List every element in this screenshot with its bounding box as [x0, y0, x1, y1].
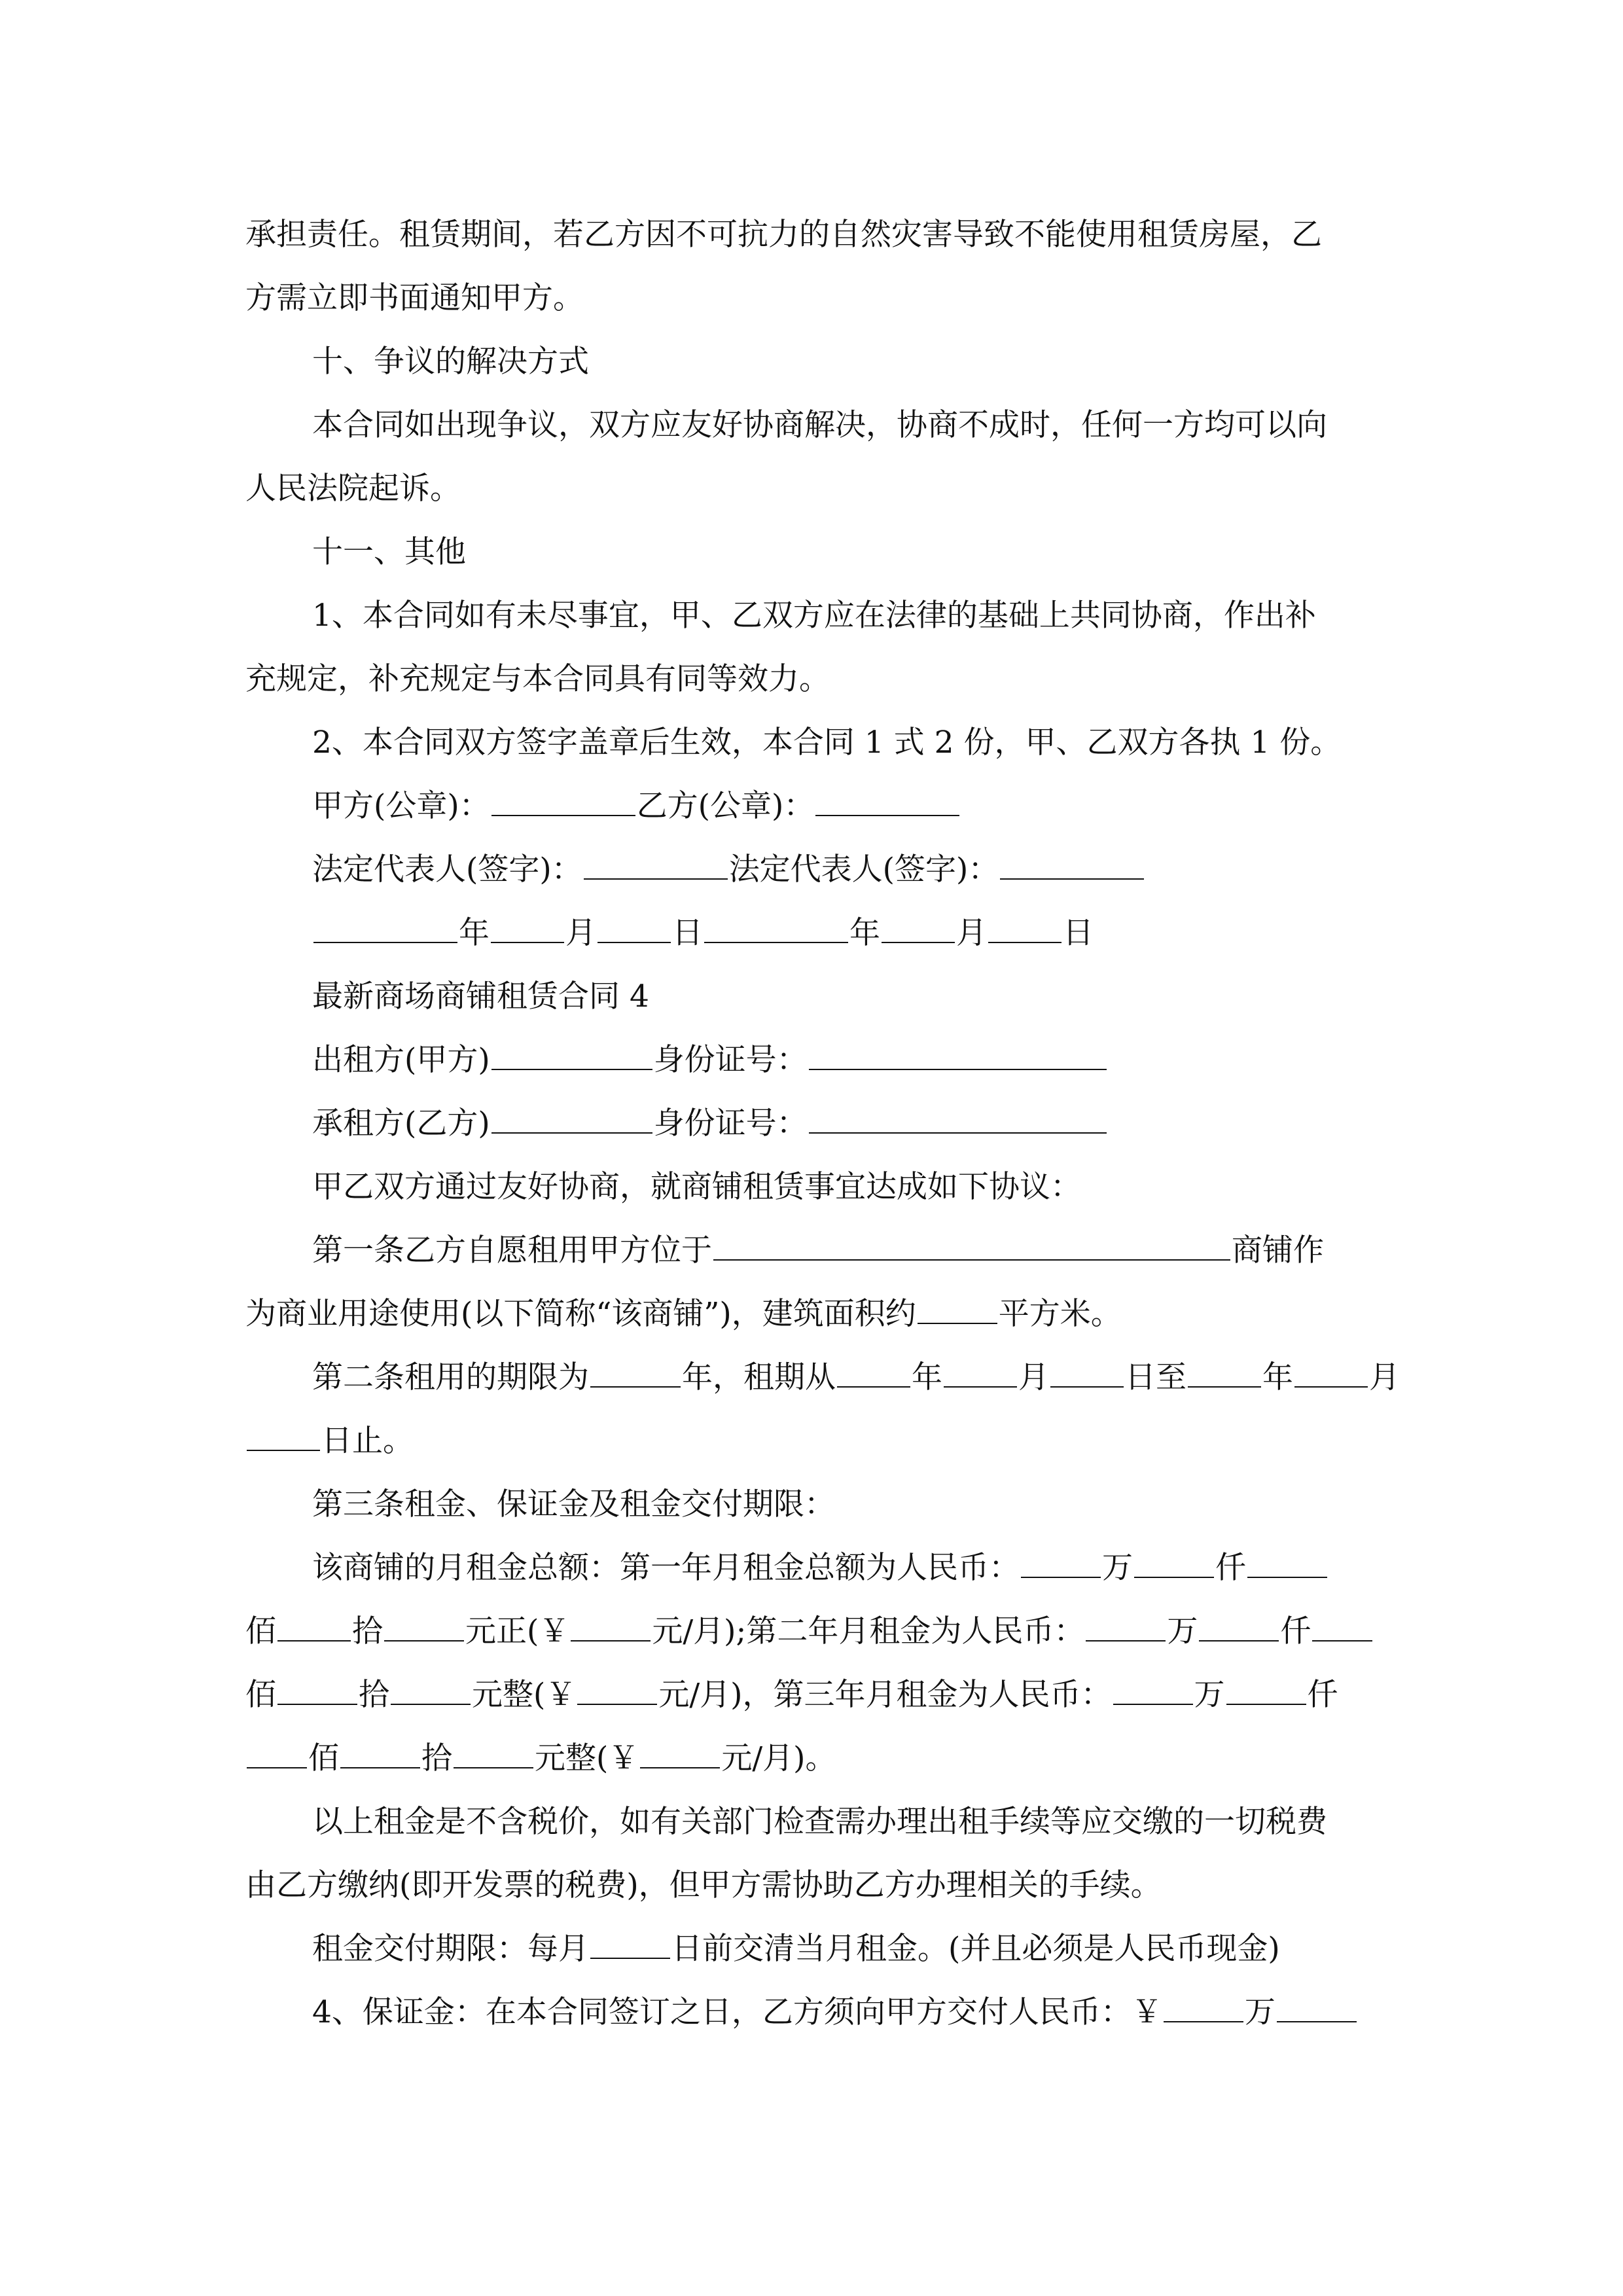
- day-b-label: 日: [1063, 915, 1094, 951]
- y1-shi-label: 拾: [352, 1613, 383, 1649]
- y2-qian-blank: [1199, 1611, 1279, 1641]
- y3-intro: 元/月)，第三年月租金为人民币：: [658, 1677, 1112, 1713]
- rent-line-1: [245, 1536, 1378, 1600]
- representative-line: [245, 838, 1378, 901]
- y3-qian-label: 仟: [1307, 1677, 1338, 1713]
- party-b-seal-blank: [815, 785, 959, 816]
- payment-deadline-rest: 日前交清当月租金。(并且必须是人民币现金): [671, 1931, 1280, 1967]
- deposit-wan-label: 万: [1244, 1994, 1275, 2030]
- section-heading-other: 十一、其他: [312, 534, 466, 570]
- y1-wan-label: 万: [1102, 1550, 1133, 1586]
- rep-b-blank: [1000, 849, 1144, 880]
- y3-monthly-label: 元/月)。: [721, 1740, 836, 1776]
- deposit-line: [245, 1981, 1378, 2044]
- article1-part-a: 第一条乙方自愿租用甲方位于: [312, 1232, 712, 1268]
- tax-line-2: 由乙方缴纳(即开发票的税费)，但甲方需协助乙方办理相关的手续。: [245, 1867, 1162, 1903]
- article2-part-a: 第二条租用的期限为: [312, 1359, 589, 1395]
- article2-part-d: 月: [1018, 1359, 1049, 1395]
- month-a-blank: [491, 912, 564, 943]
- y2-wan-blank: [1086, 1611, 1166, 1641]
- article1-line-2: [245, 1282, 1378, 1346]
- y3-wan-blank: [1113, 1674, 1193, 1705]
- year-b-blank: [704, 912, 848, 943]
- y2-intro: 元/月);第二年月租金为人民币：: [652, 1613, 1085, 1649]
- start-month-blank: [944, 1357, 1017, 1388]
- lessor-blank: [491, 1039, 652, 1070]
- tax-line-1: 以上租金是不含税价，如有关部门检查需办理出租手续等应交缴的一切税费: [312, 1804, 1327, 1840]
- party-b-seal-label: 乙方(公章)：: [636, 788, 815, 824]
- article2-part-h: 日止。: [321, 1423, 414, 1459]
- text-line-other-3: 2、本合同双方签字盖章后生效，本合同 1 式 2 份，甲、乙双方各执 1 份。: [312, 725, 1342, 761]
- y3-shi-blank: [340, 1738, 420, 1768]
- y2-shi-blank: [277, 1674, 357, 1705]
- seal-line: [245, 774, 1378, 838]
- payment-deadline-line: [245, 1917, 1378, 1981]
- rent-line-3: [245, 1663, 1378, 1727]
- lessee-label: 承租方(乙方): [312, 1105, 490, 1141]
- article1-part-d: 平方米。: [998, 1296, 1122, 1332]
- start-year-blank: [837, 1357, 910, 1388]
- end-month-blank: [1294, 1357, 1368, 1388]
- end-day-blank: [247, 1420, 320, 1451]
- y1-bai-label: 佰: [245, 1613, 276, 1649]
- lessee-id-label: 身份证号：: [653, 1105, 808, 1141]
- lessor-line: [245, 1028, 1378, 1092]
- article2-part-g: 月: [1369, 1359, 1400, 1395]
- article2-part-b: 年，租期从: [682, 1359, 836, 1395]
- payment-deadline-label: 租金交付期限：每月: [312, 1931, 589, 1967]
- document-body: [245, 203, 1400, 2044]
- year-a-label: 年: [459, 915, 490, 951]
- lessee-id-blank: [809, 1103, 1107, 1134]
- text-line-dispute-2: 人民法院起诉。: [245, 471, 461, 507]
- text-line-other-2: 充规定，补充规定与本合同具有同等效力。: [245, 661, 830, 697]
- location-blank: [713, 1230, 1230, 1261]
- y1-wan-blank: [1021, 1547, 1101, 1578]
- article1-line-1: [245, 1219, 1378, 1282]
- date-line: [245, 901, 1378, 965]
- article2-part-f: 年: [1262, 1359, 1293, 1395]
- y1-bai-blank: [1247, 1547, 1327, 1578]
- y2-yuan-blank: [391, 1674, 471, 1705]
- y1-shi-blank: [277, 1611, 351, 1641]
- lessor-label: 出租方(甲方): [312, 1042, 490, 1078]
- y3-monthly-blank: [640, 1738, 720, 1768]
- lessor-id-label: 身份证号：: [653, 1042, 808, 1078]
- agreement-line: 甲乙双方通过友好协商，就商铺租赁事宜达成如下协议：: [312, 1169, 1081, 1205]
- lessee-line: [245, 1092, 1378, 1155]
- month-b-label: 月: [956, 915, 987, 951]
- start-day-blank: [1050, 1357, 1124, 1388]
- text-line-2: 方需立即书面通知甲方。: [245, 280, 584, 316]
- article2-line-1: [245, 1346, 1400, 1409]
- area-blank: [918, 1293, 997, 1324]
- y1-yuan-label: 元正(￥: [465, 1613, 570, 1649]
- y2-shi-label: 拾: [359, 1677, 389, 1713]
- y2-wan-label: 万: [1167, 1613, 1198, 1649]
- day-b-blank: [988, 912, 1061, 943]
- rent-line-2: [245, 1600, 1378, 1663]
- payment-day-blank: [590, 1928, 670, 1959]
- y2-monthly-blank: [577, 1674, 657, 1705]
- deposit-wan-blank: [1164, 1992, 1243, 2022]
- day-a-label: 日: [672, 915, 703, 951]
- lessee-blank: [491, 1103, 652, 1134]
- y1-monthly-blank: [571, 1611, 651, 1641]
- y2-bai-blank: [1312, 1611, 1372, 1641]
- rep-a-blank: [584, 849, 728, 880]
- article1-part-b: 商铺作: [1232, 1232, 1324, 1268]
- y3-qian-blank: [1226, 1674, 1306, 1705]
- rep-b-label: 法定代表人(签字)：: [728, 852, 999, 888]
- text-line-dispute-1: 本合同如出现争议，双方应友好协商解决，协商不成时，任何一方均可以向: [312, 407, 1327, 443]
- rent-line-4: [245, 1727, 1378, 1790]
- end-year-blank: [1188, 1357, 1261, 1388]
- party-a-seal-label: 甲方(公章)：: [312, 788, 490, 824]
- y2-qian-label: 仟: [1280, 1613, 1311, 1649]
- contract-title: 最新商场商铺租赁合同 4: [312, 978, 649, 1014]
- article2-line-2: [245, 1409, 1378, 1473]
- text-line-other-1: 1、本合同如有未尽事宜，甲、乙双方应在法律的基础上共同协商，作出补: [312, 598, 1316, 634]
- y3-wan-label: 万: [1194, 1677, 1225, 1713]
- y1-qian-blank: [1134, 1547, 1214, 1578]
- term-years-blank: [590, 1357, 681, 1388]
- text-line-1: 承担责任。租赁期间，若乙方因不可抗力的自然灾害导致不能使用租赁房屋，乙: [245, 217, 1322, 253]
- rep-a-label: 法定代表人(签字)：: [312, 852, 582, 888]
- deposit-label: 4、保证金：在本合同签订之日，乙方须向甲方交付人民币：￥: [312, 1994, 1162, 2030]
- article2-part-c: 年: [912, 1359, 942, 1395]
- y3-bai-label: 佰: [308, 1740, 339, 1776]
- month-b-blank: [882, 912, 955, 943]
- y3-yuan-label: 元整(￥: [535, 1740, 639, 1776]
- y3-yuan-blank: [454, 1738, 533, 1768]
- y3-shi-label: 拾: [421, 1740, 452, 1776]
- deposit-qian-blank: [1277, 1992, 1357, 2022]
- month-a-label: 月: [565, 915, 596, 951]
- rent-intro: 该商铺的月租金总额：第一年月租金总额为人民币：: [312, 1550, 1020, 1586]
- y2-bai-label: 佰: [245, 1677, 276, 1713]
- article2-part-e: 日至: [1125, 1359, 1186, 1395]
- article1-part-c: 为商业用途使用(以下简称“该商铺”)，建筑面积约: [245, 1296, 916, 1332]
- y1-yuan-blank: [384, 1611, 464, 1641]
- y3-bai-blank: [247, 1738, 307, 1768]
- party-a-seal-blank: [491, 785, 635, 816]
- lessor-id-blank: [809, 1039, 1107, 1070]
- y2-yuan-label: 元整(￥: [472, 1677, 577, 1713]
- year-b-label: 年: [849, 915, 880, 951]
- section-heading-dispute: 十、争议的解决方式: [312, 344, 589, 380]
- article3-title: 第三条租金、保证金及租金交付期限：: [312, 1486, 835, 1522]
- day-a-blank: [597, 912, 671, 943]
- y1-qian-label: 仟: [1215, 1550, 1246, 1586]
- year-a-blank: [313, 912, 457, 943]
